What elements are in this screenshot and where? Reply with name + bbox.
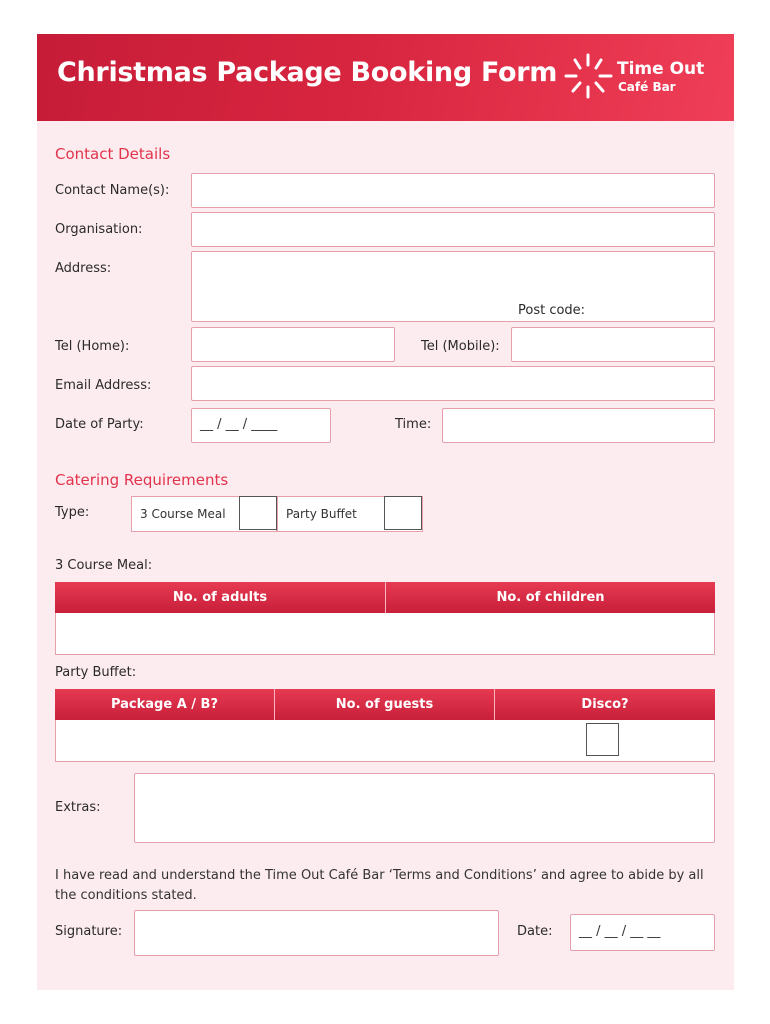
- party-date-field[interactable]: [191, 408, 331, 443]
- tel-home-label: Tel (Home):: [55, 339, 130, 354]
- buffet-option-label: Party Buffet: [286, 507, 357, 521]
- extras-field[interactable]: [134, 773, 715, 843]
- tel-mobile-label: Tel (Mobile):: [421, 339, 500, 354]
- extras-label: Extras:: [55, 800, 101, 815]
- time-field[interactable]: [442, 408, 715, 443]
- tel-home-field[interactable]: [191, 327, 395, 362]
- buffet-checkbox[interactable]: [384, 496, 422, 530]
- catering-section-title: Catering Requirements: [55, 471, 229, 489]
- logo-subtitle: Café Bar: [618, 80, 676, 94]
- email-field[interactable]: [191, 366, 715, 401]
- contact-name-label: Contact Name(s):: [55, 183, 170, 198]
- disco-column-header: Disco?: [581, 697, 629, 712]
- adults-column-header: No. of adults: [172, 590, 268, 605]
- signature-field[interactable]: [134, 910, 499, 956]
- meal-table-row[interactable]: [55, 613, 715, 655]
- brand-logo: [561, 51, 721, 105]
- party-date-label: Date of Party:: [55, 417, 144, 432]
- package-column-header: Package A / B?: [110, 697, 219, 712]
- time-label: Time:: [395, 417, 432, 432]
- booking-form-page: [37, 34, 734, 990]
- sign-date-field[interactable]: [570, 914, 715, 951]
- buffet-table-header: [55, 689, 715, 720]
- disco-checkbox[interactable]: [586, 723, 619, 756]
- sign-date-placeholder: __ / __ / __ __: [579, 924, 661, 939]
- children-column-header: No. of children: [496, 590, 605, 605]
- tel-mobile-field[interactable]: [511, 327, 715, 362]
- meal-checkbox[interactable]: [239, 496, 277, 530]
- organisation-field[interactable]: [191, 212, 715, 247]
- form-title: Christmas Package Booking Form: [57, 57, 558, 88]
- type-label: Type:: [55, 505, 90, 520]
- buffet-table-title: Party Buffet:: [55, 665, 137, 680]
- postcode-label: Post code:: [518, 303, 586, 318]
- guests-column-header: No. of guests: [335, 697, 434, 712]
- signature-label: Signature:: [55, 924, 123, 939]
- sign-date-label: Date:: [517, 924, 553, 939]
- meal-table-title: 3 Course Meal:: [55, 558, 153, 573]
- terms-statement: I have read and understand the Time Out Café Bar ‘Terms and Conditions’ and agree to abide by all the conditions stated.: [55, 868, 704, 903]
- logo-name: Time Out: [617, 59, 705, 79]
- sunburst-icon: [561, 51, 615, 105]
- party-date-placeholder: __ / __ / ____: [200, 417, 278, 432]
- contact-name-field[interactable]: [191, 173, 715, 208]
- address-label: Address:: [55, 261, 112, 276]
- contact-section-title: Contact Details: [55, 145, 171, 163]
- meal-option-label: 3 Course Meal: [140, 507, 226, 521]
- form-header: [37, 34, 734, 121]
- meal-table-header: [55, 582, 715, 613]
- organisation-label: Organisation:: [55, 222, 143, 237]
- address-field[interactable]: [191, 251, 715, 322]
- email-label: Email Address:: [55, 378, 152, 393]
